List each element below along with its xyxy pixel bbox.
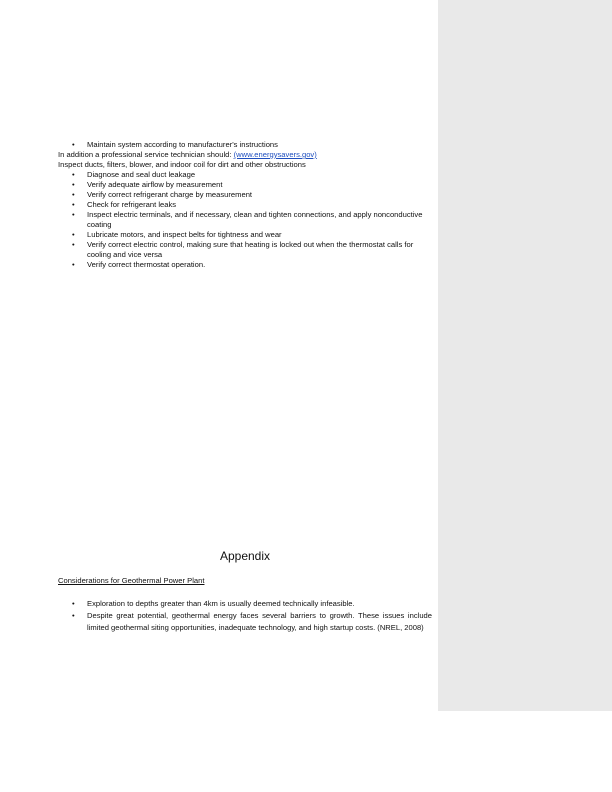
list-item: [58, 210, 428, 230]
bullet-icon: •: [72, 140, 75, 149]
energysavers-link[interactable]: (www.energysavers.gov): [233, 150, 317, 159]
list-item: [58, 200, 428, 210]
bullet-icon: •: [72, 240, 75, 249]
list-item-text: Maintain system according to manufacturer's instructions: [87, 140, 278, 149]
list-item-text: Diagnose and seal duct leakage: [87, 170, 196, 179]
comment-pane: [438, 0, 612, 711]
list-item: [58, 230, 428, 240]
list-item: [58, 180, 428, 190]
bullet-icon: •: [72, 180, 75, 189]
list-item-text: Verify correct refrigerant charge by measurement: [87, 190, 253, 199]
list-item: [58, 260, 428, 270]
list-item-text: Verify correct electric control, making sure that heating is locked out when the thermostat calls for cooling and vice versa: [87, 240, 414, 259]
list-item: [58, 610, 432, 634]
list-item-text: Verify correct thermostat operation.: [87, 260, 206, 269]
task-list: [58, 170, 428, 270]
technician-intro-text: In addition a professional service technician should:: [58, 150, 232, 159]
list-item-text: Exploration to depths greater than 4km is usually deemed technically infeasible.: [87, 599, 355, 608]
section-heading: Considerations for Geothermal Power Plant: [58, 576, 205, 585]
bullet-icon: •: [72, 611, 75, 620]
list-item-text: Despite great potential, geothermal energy faces several barriers to growth. These issues include limited geothermal siting opportunities, inadequate technology, and high startup costs. (NREL, 2008): [87, 611, 432, 632]
list-item-text: Check for refrigerant leaks: [87, 200, 177, 209]
list-item: [58, 598, 432, 610]
list-item: [58, 240, 428, 260]
list-item: [58, 190, 428, 200]
bullet-icon: •: [72, 190, 75, 199]
list-item-text: Inspect electric terminals, and if necessary, clean and tighten connections, and apply nonconductive coating: [87, 210, 423, 229]
bullet-icon: •: [72, 599, 75, 608]
technician-intro-line: [58, 150, 428, 160]
maintenance-section: [58, 140, 428, 270]
list-item-text: Verify adequate airflow by measurement: [87, 180, 223, 189]
bullet-icon: •: [72, 210, 75, 219]
appendix-title: Appendix: [219, 549, 271, 563]
bullet-icon: •: [72, 230, 75, 239]
list-item-text: Lubricate motors, and inspect belts for tightness and wear: [87, 230, 282, 239]
maintain-list: [58, 140, 428, 150]
inspect-line: Inspect ducts, filters, blower, and indoor coil for dirt and other obstructions: [58, 160, 306, 169]
list-item: [58, 140, 428, 150]
bullet-icon: •: [72, 200, 75, 209]
appendix-list: [58, 598, 432, 634]
bullet-icon: •: [72, 170, 75, 179]
bullet-icon: •: [72, 260, 75, 269]
list-item: [58, 170, 428, 180]
